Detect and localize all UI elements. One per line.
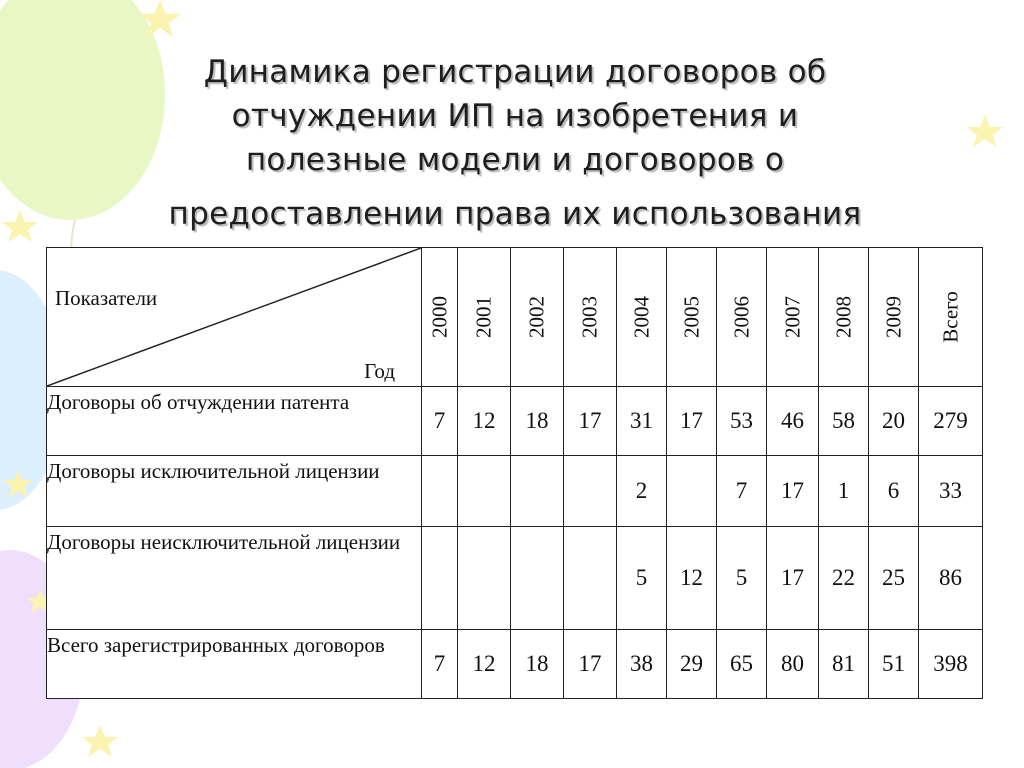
- table-row: [47, 456, 983, 527]
- table-row: [47, 527, 983, 630]
- title-line-1: Динамика регистрации договоров об: [203, 54, 827, 90]
- table-cell: [422, 456, 458, 527]
- table-cell: 17: [564, 387, 617, 456]
- corner-label-year: Год: [364, 359, 395, 383]
- table-corner-cell: [47, 248, 422, 387]
- year-header-2000: 2000: [422, 248, 458, 387]
- star-decoration: [2, 210, 38, 242]
- year-header-total: Всего: [919, 248, 983, 387]
- table-cell: 46: [767, 387, 819, 456]
- table-cell: 2: [617, 456, 667, 527]
- table-cell: 18: [511, 630, 564, 699]
- table-cell: [422, 527, 458, 630]
- table-header-row: [47, 248, 983, 387]
- table-cell: 5: [717, 527, 767, 630]
- table-cell: 81: [819, 630, 869, 699]
- row-label: Договоры об отчуждении патента: [47, 387, 422, 456]
- year-header-2008: 2008: [819, 248, 869, 387]
- table-cell: 58: [819, 387, 869, 456]
- table-cell: 22: [819, 527, 869, 630]
- year-header-2004: 2004: [617, 248, 667, 387]
- table-row: [47, 387, 983, 456]
- table-cell: [511, 527, 564, 630]
- year-header-2001: 2001: [458, 248, 511, 387]
- table-cell: 17: [564, 630, 617, 699]
- table-row-total: [47, 630, 983, 699]
- table-cell: 7: [422, 630, 458, 699]
- slide-title: [60, 50, 970, 236]
- table-cell-total: 398: [919, 630, 983, 699]
- row-label: Договоры неисключительной лицензии: [47, 527, 422, 630]
- star-decoration: [82, 725, 118, 757]
- table-cell: 65: [717, 630, 767, 699]
- table-cell-total: 33: [919, 456, 983, 527]
- table-cell: 17: [767, 456, 819, 527]
- table-cell: 80: [767, 630, 819, 699]
- year-header-2005: 2005: [667, 248, 717, 387]
- table-cell: 31: [617, 387, 667, 456]
- row-label: Договоры исключительной лицензии: [47, 456, 422, 527]
- table-cell-total: 279: [919, 387, 983, 456]
- corner-label-indicators: Показатели: [55, 286, 158, 310]
- table-cell-total: 86: [919, 527, 983, 630]
- contracts-table: [46, 247, 983, 699]
- table-cell: 1: [819, 456, 869, 527]
- table-cell: 25: [869, 527, 919, 630]
- row-label: Всего зарегистрированных договоров: [47, 630, 422, 699]
- table-cell: [564, 456, 617, 527]
- table-cell: 5: [617, 527, 667, 630]
- table-cell: [458, 456, 511, 527]
- contracts-table-container: [46, 247, 983, 699]
- table-cell: 38: [617, 630, 667, 699]
- year-header-2003: 2003: [564, 248, 617, 387]
- table-cell: 17: [667, 387, 717, 456]
- title-line-2: отчуждении ИП на изобретения и: [231, 98, 799, 134]
- table-cell: 29: [667, 630, 717, 699]
- table-cell: 6: [869, 456, 919, 527]
- table-cell: 7: [422, 387, 458, 456]
- year-header-2002: 2002: [511, 248, 564, 387]
- table-cell: [564, 527, 617, 630]
- star-decoration: [967, 115, 1003, 147]
- table-cell: 20: [869, 387, 919, 456]
- table-cell: 17: [767, 527, 819, 630]
- year-header-2007: 2007: [767, 248, 819, 387]
- table-cell: 7: [717, 456, 767, 527]
- title-line-4: предоставлении права их использования: [168, 196, 862, 232]
- table-cell: 12: [458, 387, 511, 456]
- year-header-2006: 2006: [717, 248, 767, 387]
- title-line-3: полезные модели и договоров о: [245, 142, 785, 178]
- table-cell: 12: [458, 630, 511, 699]
- table-cell: 51: [869, 630, 919, 699]
- table-cell: 12: [667, 527, 717, 630]
- table-cell: [667, 456, 717, 527]
- table-cell: 53: [717, 387, 767, 456]
- year-header-2009: 2009: [869, 248, 919, 387]
- table-cell: [511, 456, 564, 527]
- table-cell: [458, 527, 511, 630]
- table-cell: 18: [511, 387, 564, 456]
